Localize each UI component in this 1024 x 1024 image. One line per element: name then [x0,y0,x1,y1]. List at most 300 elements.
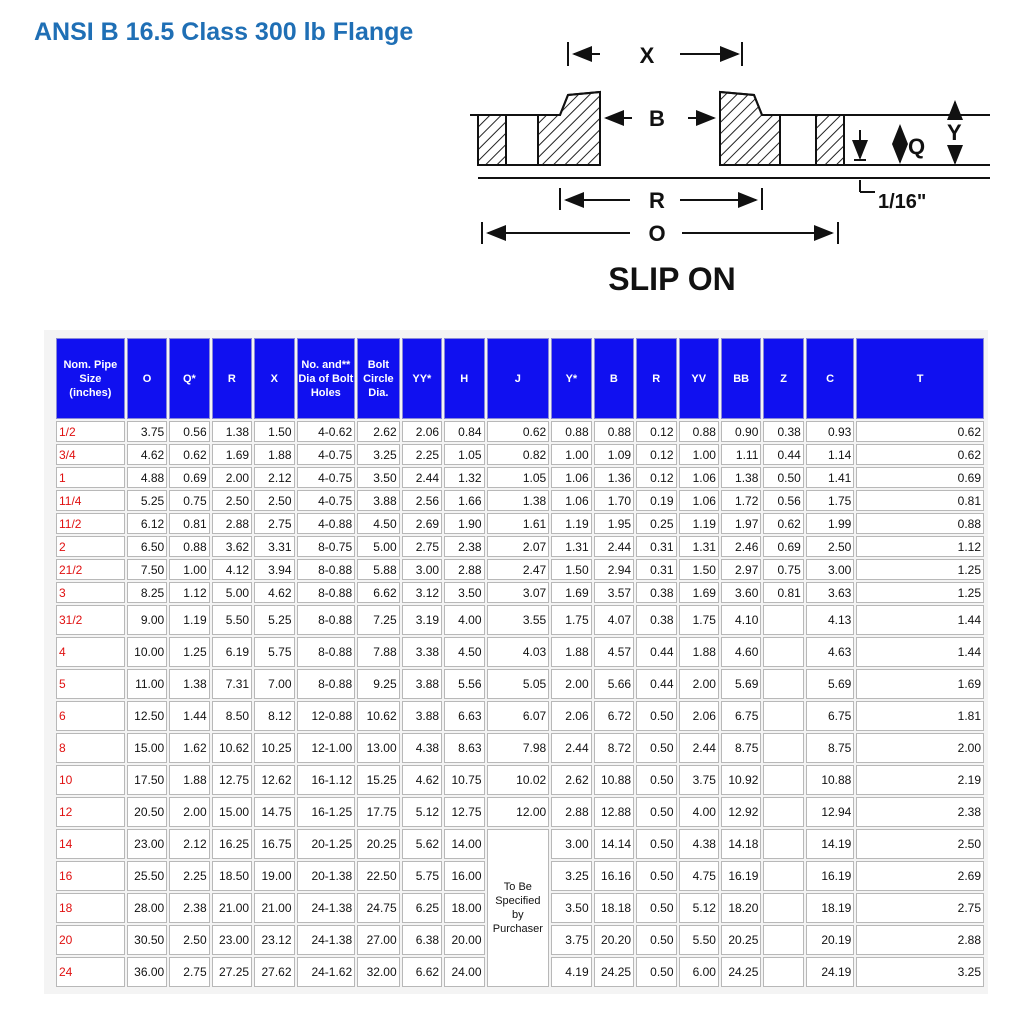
table-cell: 3.38 [402,637,442,667]
table-cell [763,829,803,859]
table-cell: 10.62 [357,701,399,731]
table-cell: 0.44 [763,444,803,465]
table-cell: 8-0.88 [297,605,356,635]
table-cell: 1.41 [806,467,855,488]
table-cell: 4.07 [594,605,634,635]
column-header: Q* [169,338,209,419]
table-row [56,490,984,511]
table-cell: 23.12 [254,925,294,955]
table-cell: 0.12 [636,421,676,442]
table-cell: 16.75 [254,829,294,859]
table-cell: 6.25 [402,893,442,923]
table-cell: 3.50 [551,893,591,923]
table-cell: 22.50 [357,861,399,891]
table-cell: 0.50 [636,733,676,763]
column-header: BB [721,338,761,419]
table-cell: 8.63 [444,733,484,763]
table-cell: 4.19 [551,957,591,987]
table-row [56,513,984,534]
table-cell: 8.72 [594,733,634,763]
table-cell: 10.00 [127,637,167,667]
table-cell: 6.62 [357,582,399,603]
table-cell: 1.11 [721,444,761,465]
table-cell: 0.62 [169,444,209,465]
r-dimension [560,188,762,213]
table-cell: 0.44 [636,637,676,667]
table-cell [763,637,803,667]
table-cell: 2.75 [254,513,294,534]
table-cell: 36.00 [127,957,167,987]
table-cell: 0.50 [636,701,676,731]
table-cell [763,701,803,731]
table-cell: 3.12 [402,582,442,603]
column-header: X [254,338,294,419]
pipe-size-cell: 20 [56,925,125,955]
table-cell: 1.19 [551,513,591,534]
table-cell: 2.75 [856,893,984,923]
table-cell [763,797,803,827]
table-cell: 7.88 [357,637,399,667]
table-cell: 5.25 [254,605,294,635]
pipe-size-cell: 3/4 [56,444,125,465]
table-cell: 2.94 [594,559,634,580]
table-cell: 6.19 [212,637,252,667]
table-cell: 5.62 [402,829,442,859]
table-cell: 2.07 [487,536,550,557]
table-cell: 3.88 [402,701,442,731]
table-cell: 0.38 [636,605,676,635]
table-cell: 10.88 [594,765,634,795]
table-cell: 12.00 [487,797,550,827]
table-cell: 3.63 [806,582,855,603]
table-cell: 3.75 [679,765,719,795]
table-cell: 1.50 [679,559,719,580]
table-cell: 4.62 [254,582,294,603]
table-cell: 0.50 [636,893,676,923]
table-cell: 2.00 [169,797,209,827]
column-header: Z [763,338,803,419]
table-cell: 20.00 [444,925,484,955]
table-cell: 9.00 [127,605,167,635]
table-cell: 0.50 [763,467,803,488]
table-cell: 3.00 [402,559,442,580]
table-cell: 18.00 [444,893,484,923]
table-cell: 2.38 [856,797,984,827]
table-cell: 3.25 [856,957,984,987]
table-cell: 6.62 [402,957,442,987]
table-cell: 0.81 [856,490,984,511]
table-cell: 5.88 [357,559,399,580]
table-cell: 2.38 [169,893,209,923]
o-dimension [482,221,838,246]
table-cell: 17.50 [127,765,167,795]
table-cell: 2.00 [212,467,252,488]
table-cell: 0.44 [636,669,676,699]
y-label: Y [947,120,962,145]
table-cell: 4-0.62 [297,421,356,442]
table-cell: 3.25 [357,444,399,465]
pipe-size-cell: 12 [56,797,125,827]
table-cell: 15.00 [127,733,167,763]
pipe-size-cell: 18 [56,893,125,923]
table-cell: 2.06 [679,701,719,731]
table-cell: 1.75 [679,605,719,635]
pipe-size-cell: 3 [56,582,125,603]
pipe-size-cell: 14 [56,829,125,859]
table-cell: 2.75 [169,957,209,987]
table-cell: 4.57 [594,637,634,667]
table-cell: 4.38 [679,829,719,859]
table-cell: 2.47 [487,559,550,580]
table-cell: 5.12 [402,797,442,827]
table-cell: 6.72 [594,701,634,731]
table-cell [763,669,803,699]
table-cell: 0.75 [763,559,803,580]
table-cell [763,733,803,763]
table-cell: 0.69 [856,467,984,488]
table-cell: 2.88 [212,513,252,534]
table-cell: 0.82 [487,444,550,465]
column-header: Bolt Circle Dia. [357,338,399,419]
table-cell: 0.88 [594,421,634,442]
table-cell: 0.31 [636,559,676,580]
table-cell: 12.75 [212,765,252,795]
pipe-size-cell: 10 [56,765,125,795]
table-cell: 4.50 [444,637,484,667]
table-cell: 1.31 [679,536,719,557]
title-panel [12,0,452,90]
table-cell: 0.25 [636,513,676,534]
table-cell: 0.56 [763,490,803,511]
table-cell: 12.50 [127,701,167,731]
table-cell: 5.50 [212,605,252,635]
table-cell: 7.98 [487,733,550,763]
raise-label: 1/16" [878,191,927,213]
table-cell: 1.19 [679,513,719,534]
table-cell: 1.95 [594,513,634,534]
table-cell: 12.75 [444,797,484,827]
table-cell: 14.18 [721,829,761,859]
table-cell: 4.13 [806,605,855,635]
table-cell: 16.25 [212,829,252,859]
pipe-size-cell: 16 [56,861,125,891]
table-cell: 0.50 [636,957,676,987]
column-header: B [594,338,634,419]
column-header: O [127,338,167,419]
table-cell: 0.50 [636,925,676,955]
table-cell: 1.38 [487,490,550,511]
table-cell: 8.75 [721,733,761,763]
table-cell: 2.62 [551,765,591,795]
table-cell: 3.94 [254,559,294,580]
table-cell: 20.50 [127,797,167,827]
pipe-size-cell: 1/2 [56,421,125,442]
table-cell: 25.50 [127,861,167,891]
table-cell: 0.88 [551,421,591,442]
flange-dimension-table [54,336,986,989]
table-cell: 15.25 [357,765,399,795]
table-cell: 12.92 [721,797,761,827]
table-cell: 5.69 [721,669,761,699]
table-cell: 1.14 [806,444,855,465]
table-cell: 27.00 [357,925,399,955]
table-cell: 3.57 [594,582,634,603]
table-cell: 5.00 [212,582,252,603]
table-cell: 1.25 [856,582,984,603]
table-cell: 6.12 [127,513,167,534]
table-cell: 5.00 [357,536,399,557]
table-cell: 5.25 [127,490,167,511]
table-cell: 6.75 [806,701,855,731]
table-cell: 1.44 [169,701,209,731]
table-cell: 23.00 [127,829,167,859]
table-cell: 5.50 [679,925,719,955]
table-cell: 0.90 [721,421,761,442]
pipe-size-cell: 4 [56,637,125,667]
pipe-size-cell: 5 [56,669,125,699]
table-cell: 16.16 [594,861,634,891]
table-cell: 6.07 [487,701,550,731]
table-cell: 23.00 [212,925,252,955]
table-cell: 3.75 [551,925,591,955]
table-cell: 1.38 [169,669,209,699]
pipe-size-cell: 31/2 [56,605,125,635]
pipe-size-cell: 11/2 [56,513,125,534]
table-cell: 16.00 [444,861,484,891]
table-cell: 0.81 [169,513,209,534]
table-cell: 7.25 [357,605,399,635]
column-header: Nom. Pipe Size (inches) [56,338,125,419]
table-cell: 2.38 [444,536,484,557]
table-cell [763,861,803,891]
table-cell: 18.20 [721,893,761,923]
diagram-caption: SLIP ON [608,261,736,297]
column-header: Y* [551,338,591,419]
table-cell: 2.00 [551,669,591,699]
table-cell: 8-0.88 [297,559,356,580]
table-cell: 1.69 [212,444,252,465]
table-cell: 6.38 [402,925,442,955]
column-header: YY* [402,338,442,419]
table-cell: 3.55 [487,605,550,635]
table-cell: 0.50 [636,861,676,891]
raised-face-note [860,180,926,213]
table-cell: 16-1.25 [297,797,356,827]
table-row [56,829,984,859]
table-cell: 3.25 [551,861,591,891]
table-cell: 2.50 [169,925,209,955]
table-cell: 1.05 [487,467,550,488]
table-row [56,765,984,795]
table-cell: 3.07 [487,582,550,603]
table-cell: 2.12 [254,467,294,488]
table-row [56,637,984,667]
table-cell: 4.62 [402,765,442,795]
table-cell: 1.32 [444,467,484,488]
table-cell: 20-1.38 [297,861,356,891]
table-cell: 9.25 [357,669,399,699]
table-cell: 4.60 [721,637,761,667]
r-label: R [649,188,665,213]
table-cell: 28.00 [127,893,167,923]
table-cell: 10.92 [721,765,761,795]
purchaser-note-cell: To Be Specified by Purchaser [487,829,550,987]
table-cell: 18.19 [806,893,855,923]
table-cell: 4.03 [487,637,550,667]
table-cell: 1.88 [679,637,719,667]
table-cell: 14.75 [254,797,294,827]
table-cell: 14.14 [594,829,634,859]
table-cell: 8-0.88 [297,637,356,667]
table-cell: 1.72 [721,490,761,511]
column-header: R [212,338,252,419]
table-cell: 0.50 [636,829,676,859]
table-cell: 24.19 [806,957,855,987]
table-row [56,559,984,580]
table-cell: 19.00 [254,861,294,891]
table-cell: 1.00 [551,444,591,465]
pipe-size-cell: 6 [56,701,125,731]
table-cell: 24.75 [357,893,399,923]
table-cell: 30.50 [127,925,167,955]
table-cell: 1.36 [594,467,634,488]
table-cell: 21.00 [254,893,294,923]
table-cell: 1.75 [806,490,855,511]
table-row [56,421,984,442]
table-cell: 12.88 [594,797,634,827]
table-cell: 2.62 [357,421,399,442]
table-cell: 2.00 [856,733,984,763]
table-cell: 1.69 [856,669,984,699]
table-cell: 2.19 [856,765,984,795]
table-cell: 2.46 [721,536,761,557]
table-cell: 2.44 [679,733,719,763]
table-cell: 4.00 [444,605,484,635]
table-cell: 4.62 [127,444,167,465]
table-cell: 10.62 [212,733,252,763]
table-cell: 2.00 [679,669,719,699]
table-cell: 1.00 [169,559,209,580]
table-cell: 0.62 [763,513,803,534]
table-cell: 20.19 [806,925,855,955]
table-cell: 1.31 [551,536,591,557]
table-cell: 2.69 [856,861,984,891]
table-cell: 3.75 [127,421,167,442]
b-label: B [649,106,665,131]
table-cell: 1.88 [169,765,209,795]
table-cell: 8-0.75 [297,536,356,557]
table-cell: 18.50 [212,861,252,891]
table-cell: 4.75 [679,861,719,891]
table-cell: 1.88 [551,637,591,667]
pipe-size-cell: 11/4 [56,490,125,511]
table-cell: 1.69 [679,582,719,603]
table-cell: 11.00 [127,669,167,699]
dimension-table-panel [44,330,988,994]
table-cell: 0.75 [169,490,209,511]
table-cell: 2.88 [856,925,984,955]
table-cell: 24.00 [444,957,484,987]
table-cell: 7.31 [212,669,252,699]
table-cell: 10.75 [444,765,484,795]
table-cell: 1.38 [721,467,761,488]
table-cell: 27.25 [212,957,252,987]
table-cell: 10.25 [254,733,294,763]
table-cell: 6.75 [721,701,761,731]
table-cell: 1.75 [551,605,591,635]
table-row [56,536,984,557]
table-cell: 2.12 [169,829,209,859]
table-cell: 27.62 [254,957,294,987]
table-cell: 8.12 [254,701,294,731]
table-cell: 21.00 [212,893,252,923]
page-title: ANSI B 16.5 Class 300 lb Flange [34,18,414,46]
table-cell: 4-0.88 [297,513,356,534]
table-row [56,582,984,603]
table-cell: 4.88 [127,467,167,488]
table-cell: 0.69 [763,536,803,557]
table-cell: 16.19 [721,861,761,891]
table-cell: 1.06 [679,467,719,488]
table-cell: 8-0.88 [297,669,356,699]
table-cell: 10.88 [806,765,855,795]
o-label: O [648,221,666,246]
table-cell: 0.56 [169,421,209,442]
table-cell: 0.88 [169,536,209,557]
table-cell: 1.90 [444,513,484,534]
table-cell: 1.44 [856,637,984,667]
table-cell: 4-0.75 [297,467,356,488]
table-cell: 20.20 [594,925,634,955]
table-cell: 24.25 [594,957,634,987]
table-cell: 0.93 [806,421,855,442]
table-cell: 1.12 [856,536,984,557]
table-cell: 0.81 [763,582,803,603]
table-cell: 1.69 [551,582,591,603]
table-cell: 24-1.38 [297,925,356,955]
table-cell: 1.06 [551,467,591,488]
table-cell: 4.63 [806,637,855,667]
table-cell: 3.88 [357,490,399,511]
pipe-size-cell: 21/2 [56,559,125,580]
table-header-row [56,338,984,419]
table-cell: 0.88 [679,421,719,442]
table-cell: 5.12 [679,893,719,923]
table-cell: 1.88 [254,444,294,465]
table-cell: 5.56 [444,669,484,699]
table-cell: 2.75 [402,536,442,557]
table-cell: 5.05 [487,669,550,699]
column-header: No. and** Dia of Bolt Holes [297,338,356,419]
table-cell: 0.69 [169,467,209,488]
table-cell: 3.00 [551,829,591,859]
table-cell: 0.12 [636,444,676,465]
column-header: YV [679,338,719,419]
table-cell: 6.50 [127,536,167,557]
table-cell: 12.94 [806,797,855,827]
table-cell: 0.88 [856,513,984,534]
table-cell: 18.18 [594,893,634,923]
table-cell [763,925,803,955]
table-cell: 12-1.00 [297,733,356,763]
column-header: T [856,338,984,419]
table-cell: 1.81 [856,701,984,731]
table-cell: 3.00 [806,559,855,580]
table-cell: 0.50 [636,765,676,795]
table-cell: 4-0.75 [297,490,356,511]
table-cell: 2.88 [551,797,591,827]
table-cell: 14.00 [444,829,484,859]
